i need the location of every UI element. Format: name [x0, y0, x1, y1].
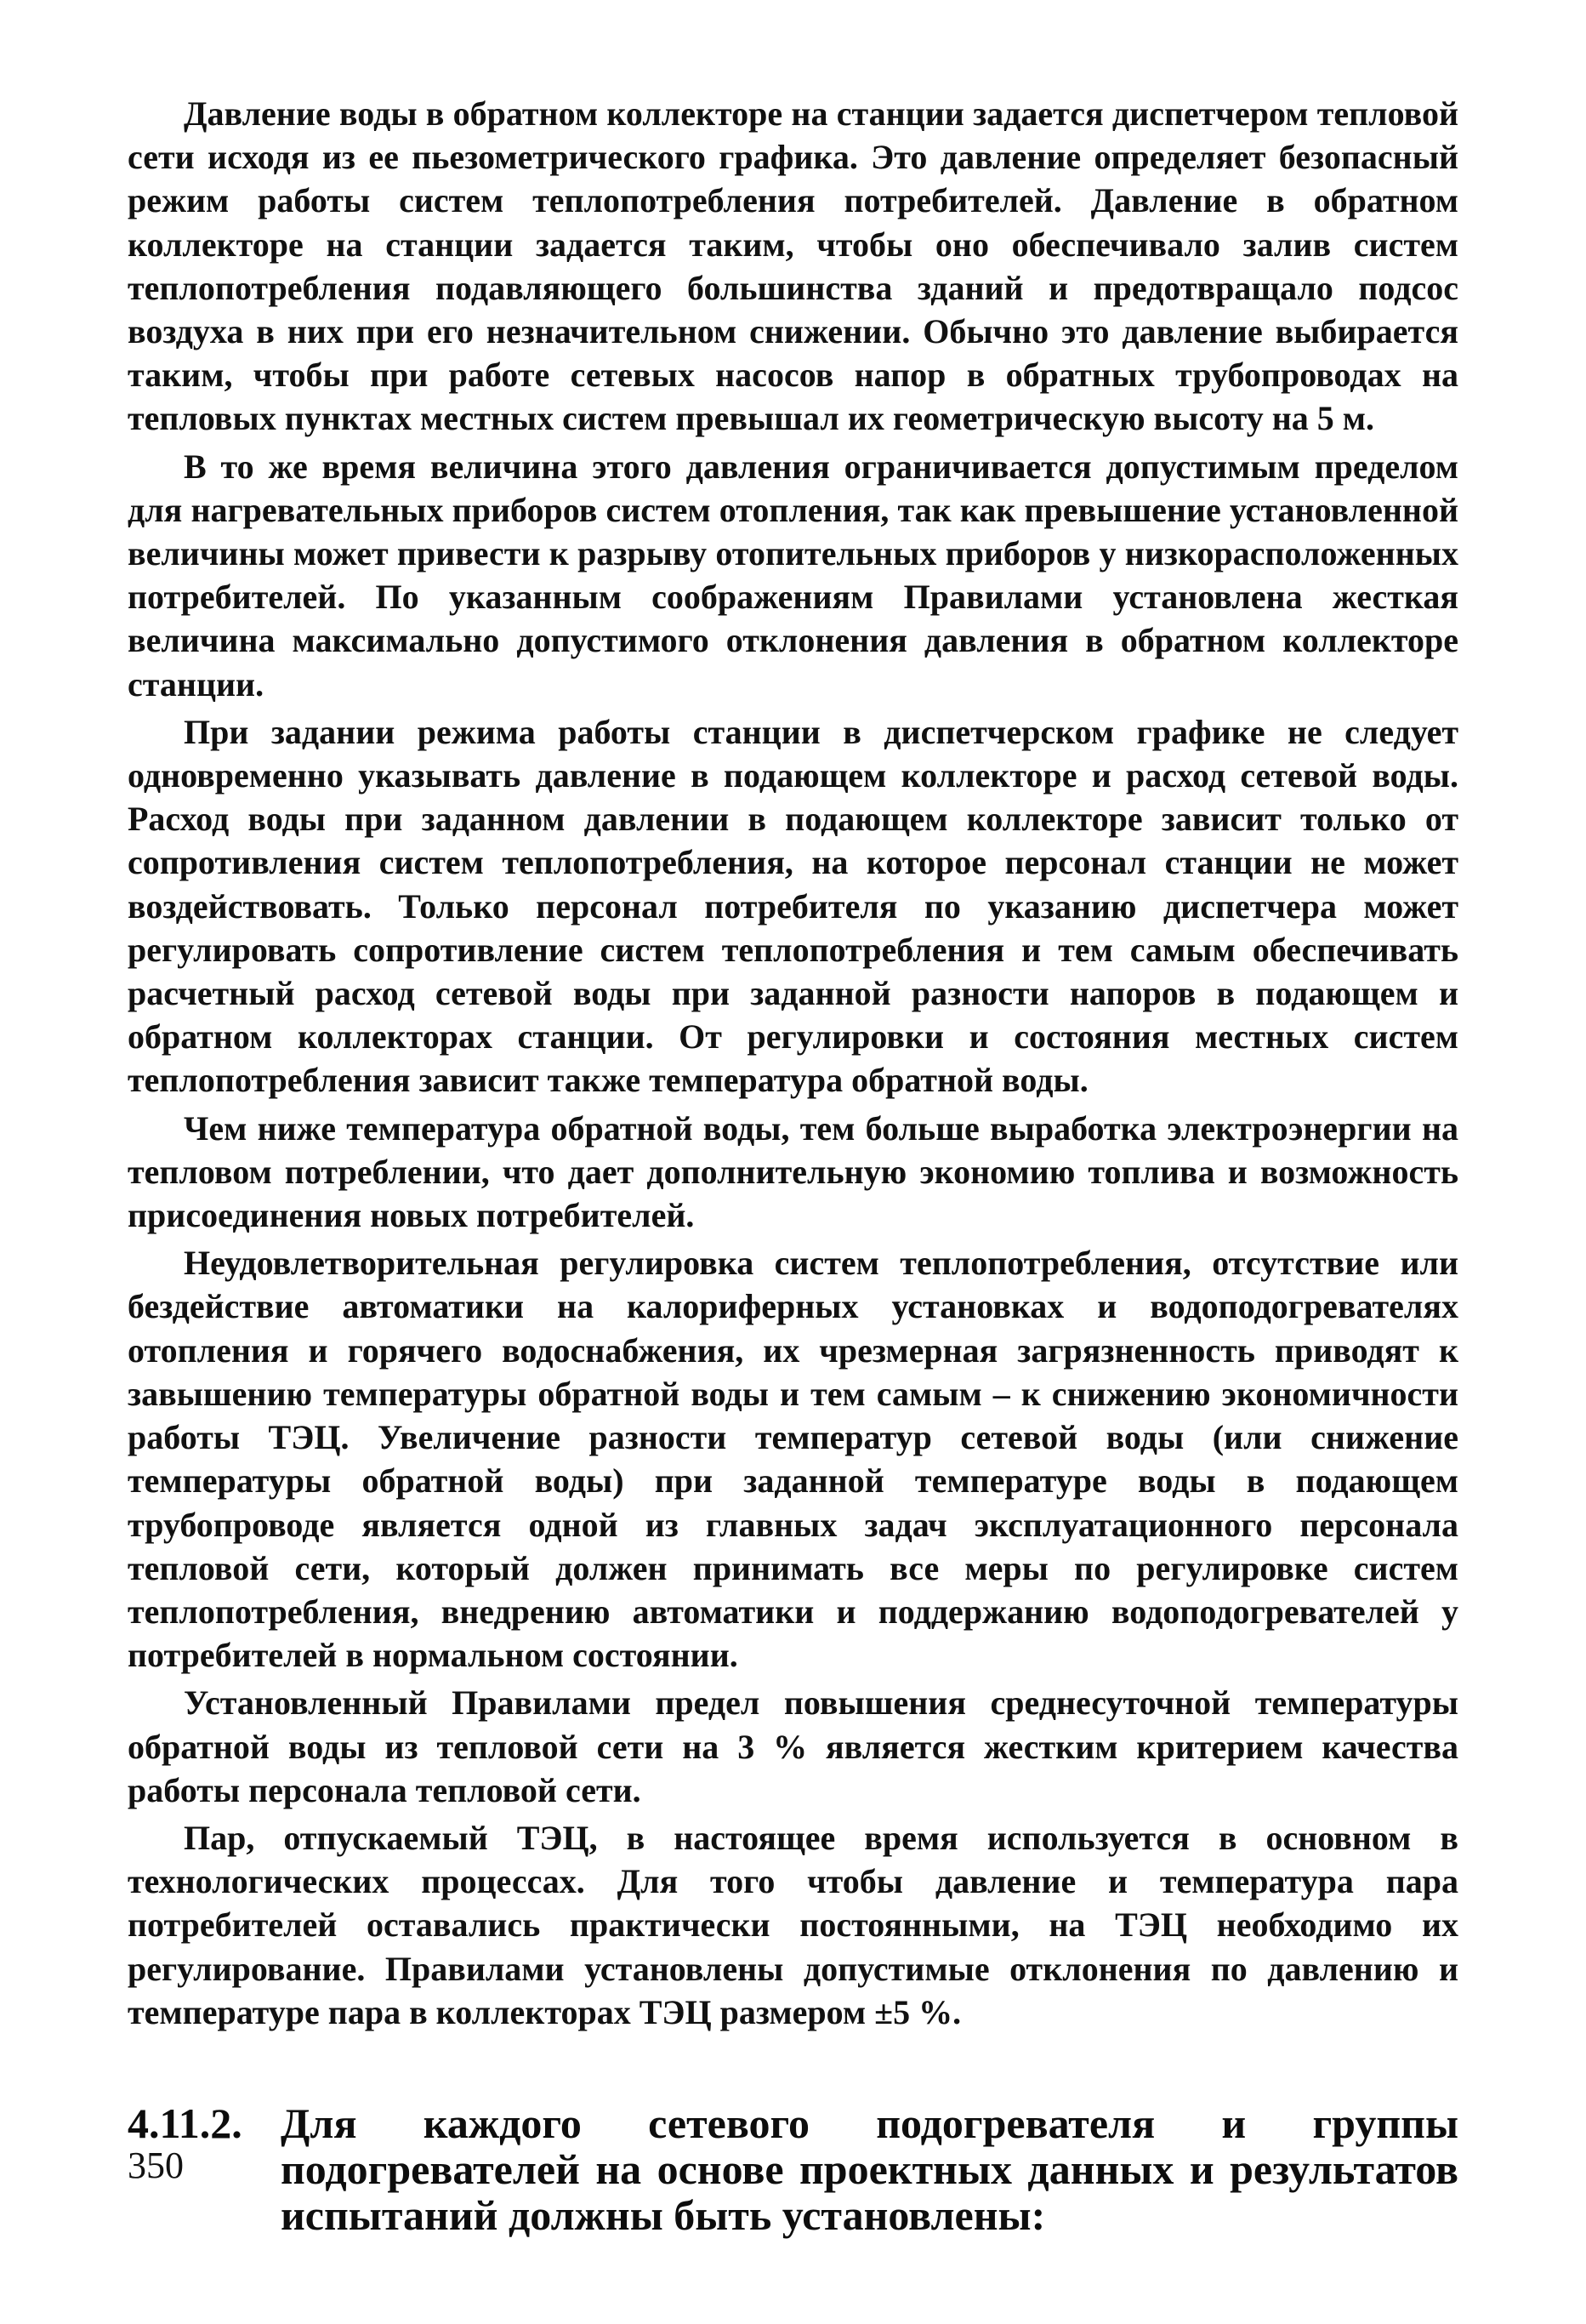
paragraph: Установленный Правилами предел повышения среднесуточной температуры обратной воды из тепловой сети на 3 % является жестким критерием качества работы персонала тепловой сети.	[128, 1683, 1458, 1809]
section-title: Для каждого сетевого подогревателя и группы подогревателей на основе проектных данных и результатов испытаний должны быть установлены:	[281, 2099, 1458, 2239]
paragraph: В то же время величина этого давления ограничивается допустимым пределом для нагревательных приборов систем отопления, так как превышение установленной величины может привести к разрыву отопительных приборов у низкорасположенных потребителей. По указанным соображениям Правилами установлена жесткая величина максимально допустимого отклонения давления в обратном коллекторе станции.	[128, 447, 1458, 703]
page-body	[128, 92, 1458, 2238]
paragraph: Неудовлетворительная регулировка систем теплопотребления, отсутствие или бездействие автоматики на калориферных установках и водоподогревателях отопления и горячего водоснабжения, их чрезмерная загрязненность приводят к завышению температуры обратной воды и тем самым – к снижению экономичности работы ТЭЦ. Увеличение разности температур сетевой воды (или снижение температуры обратной воды) при заданной температуре воды в подающем трубопроводе является одной из главных задач эксплуатационного персонала тепловой сети, который должен принимать все меры по регулировке систем теплопотребления, внедрению автоматики и поддержанию водоподогревателей у потребителей в нормальном состоянии.	[128, 1244, 1458, 1675]
paragraph: Пар, отпускаемый ТЭЦ, в настоящее время используется в основном в технологических процессах. Для того чтобы давление и температура пара потребителей оставались практически постоянными, на ТЭЦ необходимо их регулирование. Правилами установлены допустимые отклонения по давлению и температуре пара в коллекторах ТЭЦ размером ±5 %.	[128, 1818, 1458, 2031]
paragraph: При задании режима работы станции в диспетчерском графике не следует одновременно указывать давление в подающем коллекторе и расход сетевой воды. Расход воды при заданном давлении в подающем коллекторе зависит только от сопротивления систем теплопотребления, на которое персонал станции не может воздействовать. Только персонал потребителя по указанию диспетчера может регулировать сопротивление систем теплопотребления и тем самым обеспечивать расчетный расход сетевой воды при заданной разности напоров в подающем и обратном коллекторах станции. От регулировки и состояния местных систем теплопотребления зависит также температура обратной воды.	[128, 712, 1458, 1100]
page-number: 350	[128, 2145, 184, 2186]
section-heading	[128, 2100, 1458, 2238]
paragraph: Давление воды в обратном коллекторе на станции задается диспетчером тепловой сети исходя из ее пьезометрического графика. Это давление определяет безопасный режим работы систем теплопотребления потребителей. Давление в обратном коллекторе на станции задается таким, чтобы оно обеспечивало залив систем теплопотребления подавляющего большинства зданий и предотвращало подсос воздуха в них при его незначительном снижении. Обычно это давление выбирается таким, чтобы при работе сетевых насосов напор в обратных трубопроводах на тепловых пунктах местных систем превышал их геометрическую высоту на 5 м.	[128, 94, 1458, 438]
paragraph: Чем ниже температура обратной воды, тем больше выработка электроэнергии на тепловом потреблении, что дает дополнительную экономию топлива и возможность присоединения новых потребителей.	[128, 1108, 1458, 1235]
section-number: 4.11.2.	[128, 2099, 242, 2147]
